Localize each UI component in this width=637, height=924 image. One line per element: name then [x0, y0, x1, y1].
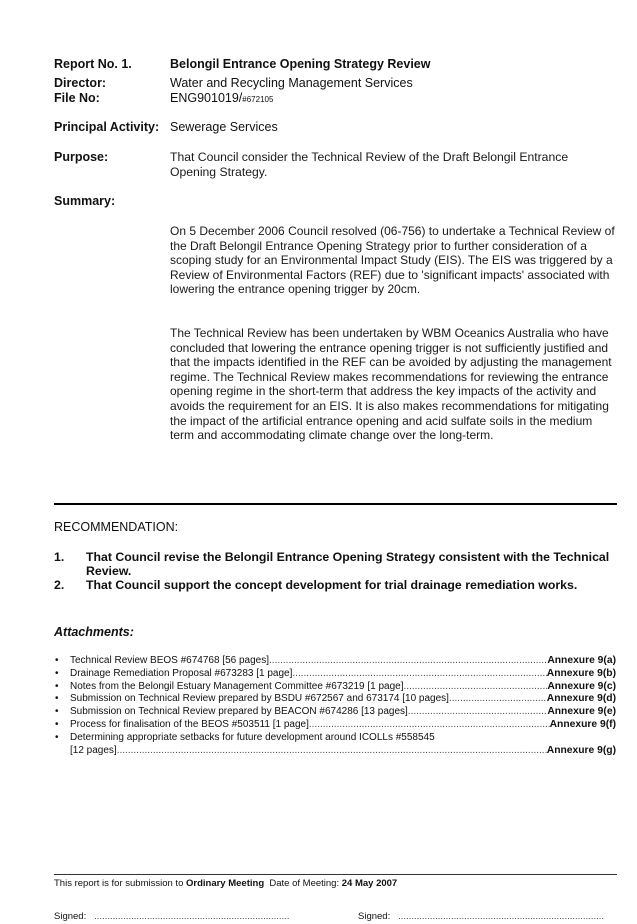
attachment-title: Process for finalisation of the BEOS #503511 [1 page]	[70, 718, 309, 730]
signed-label: Signed:	[54, 911, 87, 922]
bullet-icon: •	[55, 706, 59, 718]
leader-dots	[404, 681, 548, 694]
attachments-heading: Attachments:	[54, 625, 134, 639]
annexure-label: Annexure 9(c)	[547, 680, 616, 692]
file-value	[170, 91, 273, 105]
attachment-title: Submission on Technical Review prepared by BSDU #672567 and 673174 [10 pages]	[70, 693, 449, 705]
report-title: Belongil Entrance Opening Strategy Review	[170, 57, 431, 71]
leader-dots	[117, 745, 547, 758]
attachment-item	[54, 693, 616, 706]
signed-label: Signed:	[358, 911, 391, 922]
recommendation-text: That Council support the concept development for trial drainage remediation works.	[86, 578, 578, 593]
signature-left	[54, 911, 289, 922]
bullet-icon: •	[55, 718, 59, 730]
bullet-icon: •	[55, 680, 59, 692]
purpose-label: Purpose:	[54, 150, 109, 164]
purpose-value	[170, 150, 617, 180]
bullet-icon: •	[55, 731, 59, 743]
activity-value: Sewerage Services	[170, 120, 278, 134]
attachment-item	[54, 732, 616, 758]
annexure-label: Annexure 9(f)	[549, 718, 616, 730]
bullet-icon: •	[55, 693, 59, 705]
recommendation-item	[54, 578, 617, 592]
leader-dots	[449, 693, 547, 706]
attachment-title: Drainage Remediation Proposal #673283 [1 page]	[70, 667, 293, 679]
attachments-list	[54, 655, 616, 757]
recommendation-number: 2.	[54, 578, 65, 593]
recommendation-number: 1.	[54, 550, 65, 564]
recommendation-list	[54, 550, 617, 593]
footer-rule	[54, 874, 617, 875]
signature-line: ..............................................................................	[398, 911, 605, 922]
attachment-item	[54, 655, 616, 668]
summary-text-2: The Technical Review has been undertaken by WBM Oceanics Australia who have concluded that lowering the entrance opening trigger is not sufficiently justified and that the impacts identified in the REF can be avoided by adjusting the management regime. The Technical Review makes recommendations for reviewing the entrance opening regime in the short-term that address the key impacts of the activity and avoids the requirement for an EIS. It is also makes recommendations for mitigating the impact of the artificial entrance opening and acid sulfate soils in the medium term and accommodating climate change over the long-term.	[170, 326, 612, 443]
purpose-text: That Council consider the Technical Review of the Draft Belongil Entrance Opening Strategy.	[170, 150, 569, 179]
annexure-label: Annexure 9(b)	[546, 667, 616, 679]
attachment-item	[54, 668, 616, 681]
footer-submission	[54, 878, 397, 889]
meeting-date: 24 May 2007	[341, 878, 398, 889]
attachment-item	[54, 706, 616, 719]
summary-label: Summary:	[54, 194, 116, 208]
recommendation-text: That Council revise the Belongil Entrance Opening Strategy consistent with the Technical Review.	[86, 550, 610, 579]
file-reference: #672105	[242, 95, 274, 104]
summary-paragraph-2	[170, 326, 617, 443]
recommendation-heading: RECOMMENDATION:	[54, 520, 179, 534]
file-number: ENG901019/	[170, 91, 243, 105]
attachment-title-line-1: Determining appropriate setbacks for future development around ICOLLs #558545	[70, 731, 435, 743]
signature-right	[358, 911, 604, 922]
date-prefix: Date of Meeting:	[264, 878, 342, 889]
director-label: Director:	[54, 76, 107, 90]
bullet-icon: •	[55, 655, 59, 666]
activity-label: Principal Activity:	[54, 120, 160, 134]
annexure-label: Annexure 9(d)	[546, 693, 616, 705]
leader-dots	[292, 668, 546, 681]
director-value: Water and Recycling Management Services	[170, 76, 413, 90]
summary-text-1: On 5 December 2006 Council resolved (06-756) to undertake a Technical Review of the Draft Belongil Entrance Opening Strategy prior to further consideration of a scoping study for an Environmental Impact Study (EIS). The EIS was triggered by a Review of Environmental Factors (REF) due to 'significant impacts' associated with lowering the entrance opening trigger by 20cm.	[170, 224, 615, 297]
attachment-title-line-2: [12 pages]	[70, 744, 117, 756]
submission-prefix: This report is for submission to	[54, 878, 186, 889]
file-label: File No:	[54, 91, 100, 105]
annexure-label: Annexure 9(a)	[547, 655, 616, 666]
recommendation-item	[54, 550, 617, 578]
leader-dots	[309, 719, 550, 732]
leader-dots	[269, 655, 547, 668]
attachment-item	[54, 681, 616, 694]
bullet-icon: •	[55, 667, 59, 679]
report-number: Report No. 1.	[54, 57, 132, 71]
signature-line: ..........................................................................	[94, 911, 290, 922]
summary-paragraph-1	[170, 224, 617, 297]
attachment-item	[54, 719, 616, 732]
attachment-title: Notes from the Belongil Estuary Management Committee #673219 [1 page]	[70, 680, 404, 692]
attachment-title: Submission on Technical Review prepared by BEACON #674286 [13 pages]	[70, 706, 408, 718]
annexure-label: Annexure 9(g)	[546, 744, 616, 756]
meeting-name: Ordinary Meeting	[186, 878, 265, 889]
leader-dots	[408, 706, 548, 719]
attachment-title: Technical Review BEOS #674768 [56 pages]	[70, 655, 270, 666]
section-divider	[54, 503, 617, 505]
annexure-label: Annexure 9(e)	[547, 706, 616, 718]
